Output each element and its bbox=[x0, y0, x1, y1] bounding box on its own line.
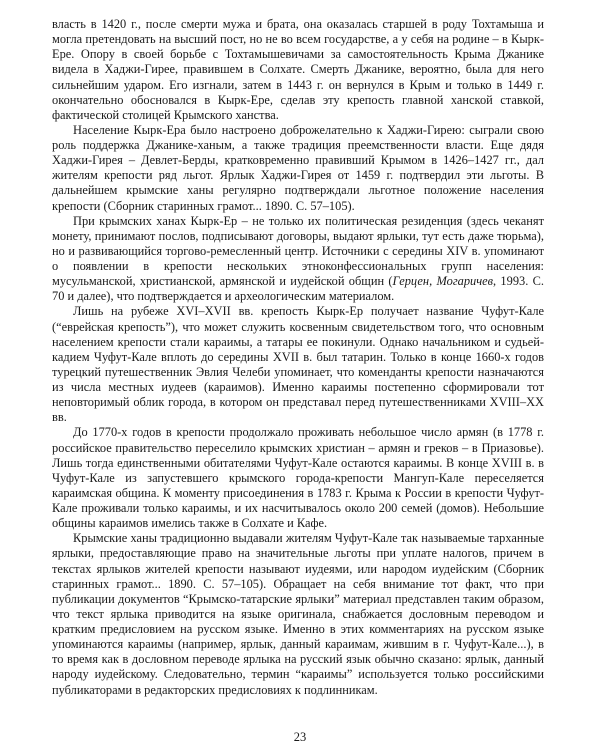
page-number: 23 bbox=[293, 730, 307, 744]
paragraph-6: Крымские ханы традиционно выдавали жителям Чуфут-Кале так называемые тарханные ярлыки, предоставляющие право на значительные льготы при уплате налогов, причем в текстах ярлыков жителей крепости называют иудеями, или народом иудейским (Сборник старинных грамот... 1890. С. 57–105). Обращает на себя внимание тот факт, что при публикации документов “Крымско-татарские ярлыки” материал представлен таким образом, что текст ярлыка приводится на языке оригинала, снабжается дословным переводом и кратким предисловием на русском языке. Именно в этих комментариях на русском языке упоминаются караимы (например, ярлык, данный караимам, жившим в г. Чуфут-Кале...), в то время как в дословном переводе ярлыка на русский язык обычно сказано: ярлык, данный народу иудейскому. Следовательно, термин “караимы” используется только российскими публикаторами в редакторских предисловиях к подлинникам. bbox=[52, 531, 544, 697]
paragraph-4: Лишь на рубеже XVI–XVII вв. крепость Кырк-Ер получает название Чуфут-Кале (“еврейская крепость”), что может служить косвенным свидетельством того, что основным населением крепости стали караимы, а татары ее покинули. Однако начальником и судьей-кадием Чуфут-Кале вплоть до середины XVII в. был татарин. Только в конце 1660-х годов турецкий путешественник Эвлия Челеби упоминает, что коменданты крепости назначаются из числа местных иудеев (караимов). Именно караимы постепенно сформировали тот неповторимый облик города, в котором он представал перед путешественниками XVIII–XX вв. bbox=[52, 304, 544, 425]
paragraph-3-text-end: , 1993. С. 70 и далее), что подтверждается и археологическим материалом. bbox=[52, 274, 544, 304]
paragraph-2: Население Кырк-Ера было настроено доброжелательно к Хаджи-Гирею: сыграли свою роль поддержка Джанике-ханым, а также традиция преемственности власти. Еще дядя Хаджи-Гирея – Девлет-Берды, кратковременно правивший Крымом в 1426–1427 гг., дал жителям крепости ряд льгот. Ярлык Хаджи-Гирея от 1459 г. подтвердил эти льготы. В дальнейшем крымские ханы регулярно подтверждали льготное положение населения крепости (Сборник старинных грамот... 1890. С. 57–105). bbox=[52, 122, 544, 213]
citation-authors: Герцен, Могаричев bbox=[392, 274, 494, 289]
paragraph-5: До 1770-х годов в крепости продолжало проживать небольшое число армян (в 1778 г. российское правительство переселило крымских христиан – армян и греков – в Приазовье). Лишь тогда единственными обитателями Чуфут-Кале остаются караимы. В конце XVIII в. в Чуфут-Кале из запустевшего крымского города-крепости Мангуп-Кале переселяется караимская община. К моменту присоединения в 1783 г. Крыма к России в крепости Чуфут-Кале проживали только караимы, и их насчитывалось около 200 семей (домов). Небольшие общины караимов имелись также в Солхате и Кафе. bbox=[52, 425, 544, 531]
paragraph-1: власть в 1420 г., после смерти мужа и брата, она оказалась старшей в роду Тохтамыша и могла претендовать на высший пост, но не во всем государстве, а у себя на родине – в Кырк-Ере. Опору в своей борьбе с Тохтамышевичами за самостоятельность Крыма Джанике видела в Хаджи-Гирее, правившем в Солхате. Смерть Джанике, вероятно, была для него сильнейшим ударом. Его изгнали, затем в 1443 г. он вернулся в Крым и только в 1449 г. окончательно обосновался в Кырк-Ере, сделав эту крепость главной ханской ставкой, фактической столицей Крымского ханства. bbox=[52, 17, 544, 122]
body-text bbox=[52, 17, 544, 698]
paragraph-3 bbox=[52, 214, 544, 305]
paragraph-3-text: При крымских ханах Кырк-Ер – не только их политическая резиденция (здесь чеканят монету, принимают послов, подписывают договоры, выдают ярлыки, тут есть даже тюрьма), но и развивающийся торгово-ремесленный центр. Источники с середины XIV в. упоминают о появлении в крепости нескольких этноконфессиональных групп населения: мусульманской, христианской, армянской и иудейской общин ( bbox=[52, 213, 544, 289]
